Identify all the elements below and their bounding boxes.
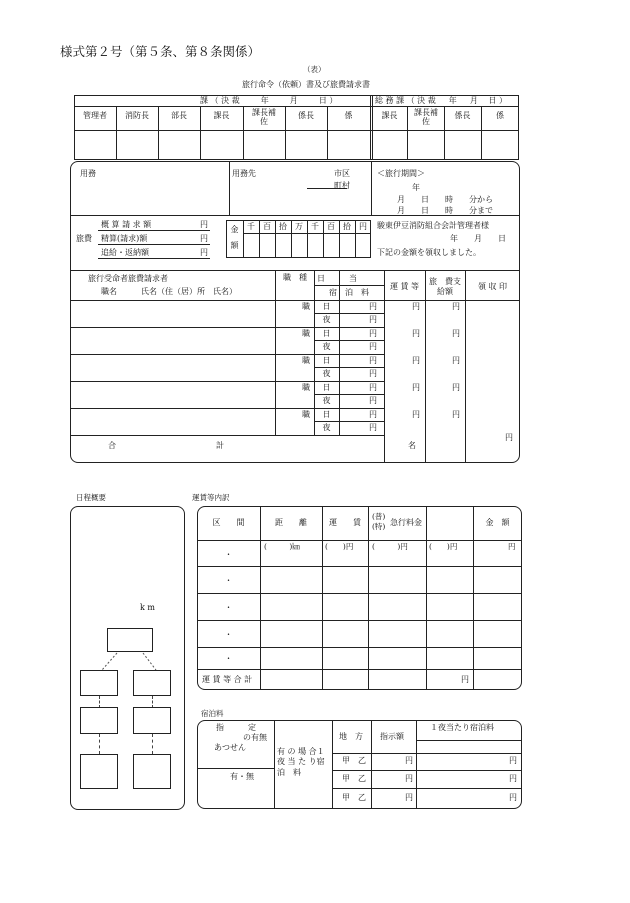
col-kyuko: 急行料金 [390, 518, 422, 527]
approver-kanrisha: 管理者 [83, 111, 107, 120]
row-shukuhaku-en: 円 [369, 342, 377, 351]
digit-juu: 拾 [279, 222, 287, 231]
transport-label: 運賃等内訳 [192, 493, 230, 502]
row-hi-label: 日 [322, 302, 331, 311]
row-shikyu-en: 円 [452, 383, 460, 392]
row-yoru-label: 夜 [322, 369, 331, 378]
row1-kukan: ・ [224, 550, 233, 559]
row-shukuhaku-en: 円 [369, 396, 377, 405]
shitei-label: 指 定 [216, 723, 256, 732]
yomu-label: 用務 [80, 169, 96, 178]
row-yoru-label: 夜 [322, 423, 331, 432]
approver-shouboucho: 消防長 [125, 111, 149, 120]
document-title: 旅行命令（依頼）書及び旅費請求書 [242, 80, 370, 89]
front-marker: （表） [303, 65, 326, 74]
digit-man: 万 [295, 222, 303, 231]
soumu-kacho: 課長 [381, 111, 398, 120]
shiji-en-3: 円 [405, 793, 413, 802]
row-divider [70, 408, 384, 409]
row-yoru-label: 夜 [322, 396, 331, 405]
row1-extra: ( )円 [429, 542, 458, 551]
row-shikyu-en: 円 [452, 302, 460, 311]
row-unchin-en: 円 [412, 410, 420, 419]
row-shoku-label: 職 [302, 356, 310, 365]
row-nichito-en: 円 [369, 383, 377, 392]
col-unchin: 運 賃 [329, 518, 361, 527]
row-nichito-en: 円 [369, 410, 377, 419]
row-divider [70, 381, 384, 382]
ko-otsu-2: 甲 乙 [342, 774, 366, 783]
night-en-1: 円 [509, 756, 517, 765]
row-shikyu-en: 円 [452, 329, 460, 338]
one-night-label: １夜当たり宿泊料 [430, 723, 494, 732]
row-yoru-label: 夜 [322, 342, 331, 351]
kin-label-2: 額 [230, 241, 239, 250]
row-shoku-label: 職 [302, 302, 310, 311]
night-en-2: 円 [509, 774, 517, 783]
seisan-label: 精算(請求)額 [101, 234, 148, 243]
night-en-3: 円 [509, 793, 517, 802]
row-unchin-en: 円 [412, 356, 420, 365]
row-hi-label: 日 [322, 410, 331, 419]
row-hi-label: 日 [322, 329, 331, 338]
row3-kukan: ・ [224, 603, 233, 612]
soumu-kakari: 係 [496, 111, 504, 120]
row-subdivider [314, 313, 384, 314]
lodging-label: 宿泊料 [201, 709, 224, 718]
digit-sen: 千 [247, 222, 255, 231]
row4-kukan: ・ [224, 630, 233, 639]
gaisan-label: 概 算 請 求 額 [101, 220, 152, 229]
form-number: 様式第２号（第５条、第８条関係） [60, 44, 261, 59]
row1-kyuko: ( )円 [372, 542, 408, 551]
soumu-approval-header: 総 務 課 （ 決 裁 年 月 日 ） [375, 96, 507, 105]
seisan-en: 円 [200, 234, 208, 243]
approver-kacho: 課長 [213, 111, 230, 120]
shiji-en-1: 円 [405, 756, 413, 765]
row-shoku-label: 職 [302, 410, 310, 419]
traveler-subheader: 職名 氏名（住（居）所 氏名） [101, 287, 237, 296]
payee: 駿東伊豆消防組合会計管理者様 [377, 221, 489, 230]
row-shoku-label: 職 [302, 383, 310, 392]
approver-kakari: 係 [344, 111, 353, 120]
total-go: 合 [108, 441, 116, 450]
chiho-label: 地 方 [339, 732, 363, 741]
row1-unchin: ( )円 [325, 542, 354, 551]
ko-otsu-3: 甲 乙 [342, 793, 366, 802]
shokushu-header: 職 種 [283, 273, 307, 282]
row-hi-label: 日 [322, 383, 331, 392]
yomusaki-label: 用務先 [232, 169, 256, 178]
row-unchin-en: 円 [412, 383, 420, 392]
row-shukuhaku-en: 円 [369, 423, 377, 432]
yuumu-label: 有・無 [230, 772, 254, 781]
shiji-en-2: 円 [405, 774, 413, 783]
schedule-km: k m [140, 603, 155, 612]
receipt-text: 下記の金額を領収しました。 [377, 248, 481, 257]
digit-en: 円 [359, 222, 367, 231]
tsuika-en: 円 [200, 248, 208, 257]
ryohi-label: 旅費 [76, 234, 92, 243]
row1-kyori: ( )㎞ [264, 542, 300, 551]
row-subdivider [314, 394, 384, 395]
digit-hyaku: 百 [263, 222, 271, 231]
row-nichito-en: 円 [369, 356, 377, 365]
total-mei: 名 [408, 441, 416, 450]
ryoshu-in-header: 領 収 印 [477, 282, 508, 291]
receipt-date: 年 月 日 [450, 234, 506, 243]
shijigaku-label: 指示額 [380, 732, 404, 741]
approver-bucho: 部長 [171, 111, 187, 120]
row-subdivider [314, 421, 384, 422]
row-divider [70, 327, 384, 328]
row-divider [70, 354, 384, 355]
row2-kukan: ・ [224, 576, 233, 585]
row-subdivider [314, 340, 384, 341]
shukuhaku-header: 宿 泊 料 [329, 288, 369, 297]
atsusen-label: あつせん [214, 743, 246, 752]
section-approval-header: 課 （ 決 裁 年 月 日 ） [200, 96, 338, 105]
col-kyori: 距 離 [275, 518, 307, 527]
kin-label-1: 金 [230, 225, 239, 234]
row-subdivider [314, 367, 384, 368]
period-to: 月 日 時 分まで [397, 206, 493, 215]
row-shikyu-en: 円 [452, 410, 460, 419]
row1-kingaku: 円 [508, 542, 516, 551]
row-shukuhaku-en: 円 [369, 369, 377, 378]
row-shoku-label: 職 [302, 329, 310, 338]
ko-otsu-1: 甲 乙 [342, 756, 366, 765]
row-nichito-en: 円 [369, 329, 377, 338]
case-text: 有 の 場 合１ 夜 当 た り宿 泊 料 [277, 747, 333, 777]
transport-total-label: 運 賃 等 合 計 [202, 675, 253, 684]
period-year: 年 [412, 183, 420, 192]
row-unchin-en: 円 [412, 302, 420, 311]
total-kei: 計 [216, 441, 224, 450]
total-en: 円 [505, 433, 513, 442]
approver-kacho-hosa: 課長補佐 [252, 108, 276, 127]
row-hi-label: 日 [322, 356, 331, 365]
row5-kukan: ・ [224, 654, 233, 663]
digit-hyaku-2: 百 [327, 222, 335, 231]
tsuika-label: 追給・返納額 [101, 248, 149, 257]
col-kukan: 区 間 [212, 518, 245, 527]
soumu-kakaricho: 係長 [454, 111, 471, 120]
row-nichito-en: 円 [369, 302, 377, 311]
row-unchin-en: 円 [412, 329, 420, 338]
schedule-label: 日程概要 [76, 493, 106, 502]
row-shukuhaku-en: 円 [369, 315, 377, 324]
col-kyuko-futsu: (普) [372, 512, 386, 521]
unchin-header: 運 賃 等 [389, 282, 420, 291]
col-kingaku: 金 額 [485, 518, 510, 527]
umu-label: の有無 [243, 733, 267, 742]
town-label: 町村 [334, 181, 350, 190]
nichito-header: 日 当 [317, 274, 357, 283]
row-yoru-label: 夜 [322, 315, 331, 324]
transport-total-en: 円 [461, 675, 469, 684]
period-label: ＜旅行期間＞ [377, 169, 425, 178]
digit-sen-2: 千 [311, 222, 319, 231]
ryohi-shikyu-header: 旅 費支給額 [429, 277, 461, 296]
period-from: 月 日 時 分から [397, 195, 493, 204]
soumu-kacho-hosa: 課長補佐 [414, 108, 438, 127]
col-kyuko-toku: (特) [372, 522, 386, 531]
approver-kakaricho: 係長 [298, 111, 314, 120]
row-shikyu-en: 円 [452, 356, 460, 365]
traveler-header: 旅行受命者旅費請求者 [88, 274, 168, 283]
gaisan-en: 円 [200, 220, 208, 229]
digit-juu-2: 拾 [343, 222, 351, 231]
city-label: 市区 [334, 169, 350, 178]
